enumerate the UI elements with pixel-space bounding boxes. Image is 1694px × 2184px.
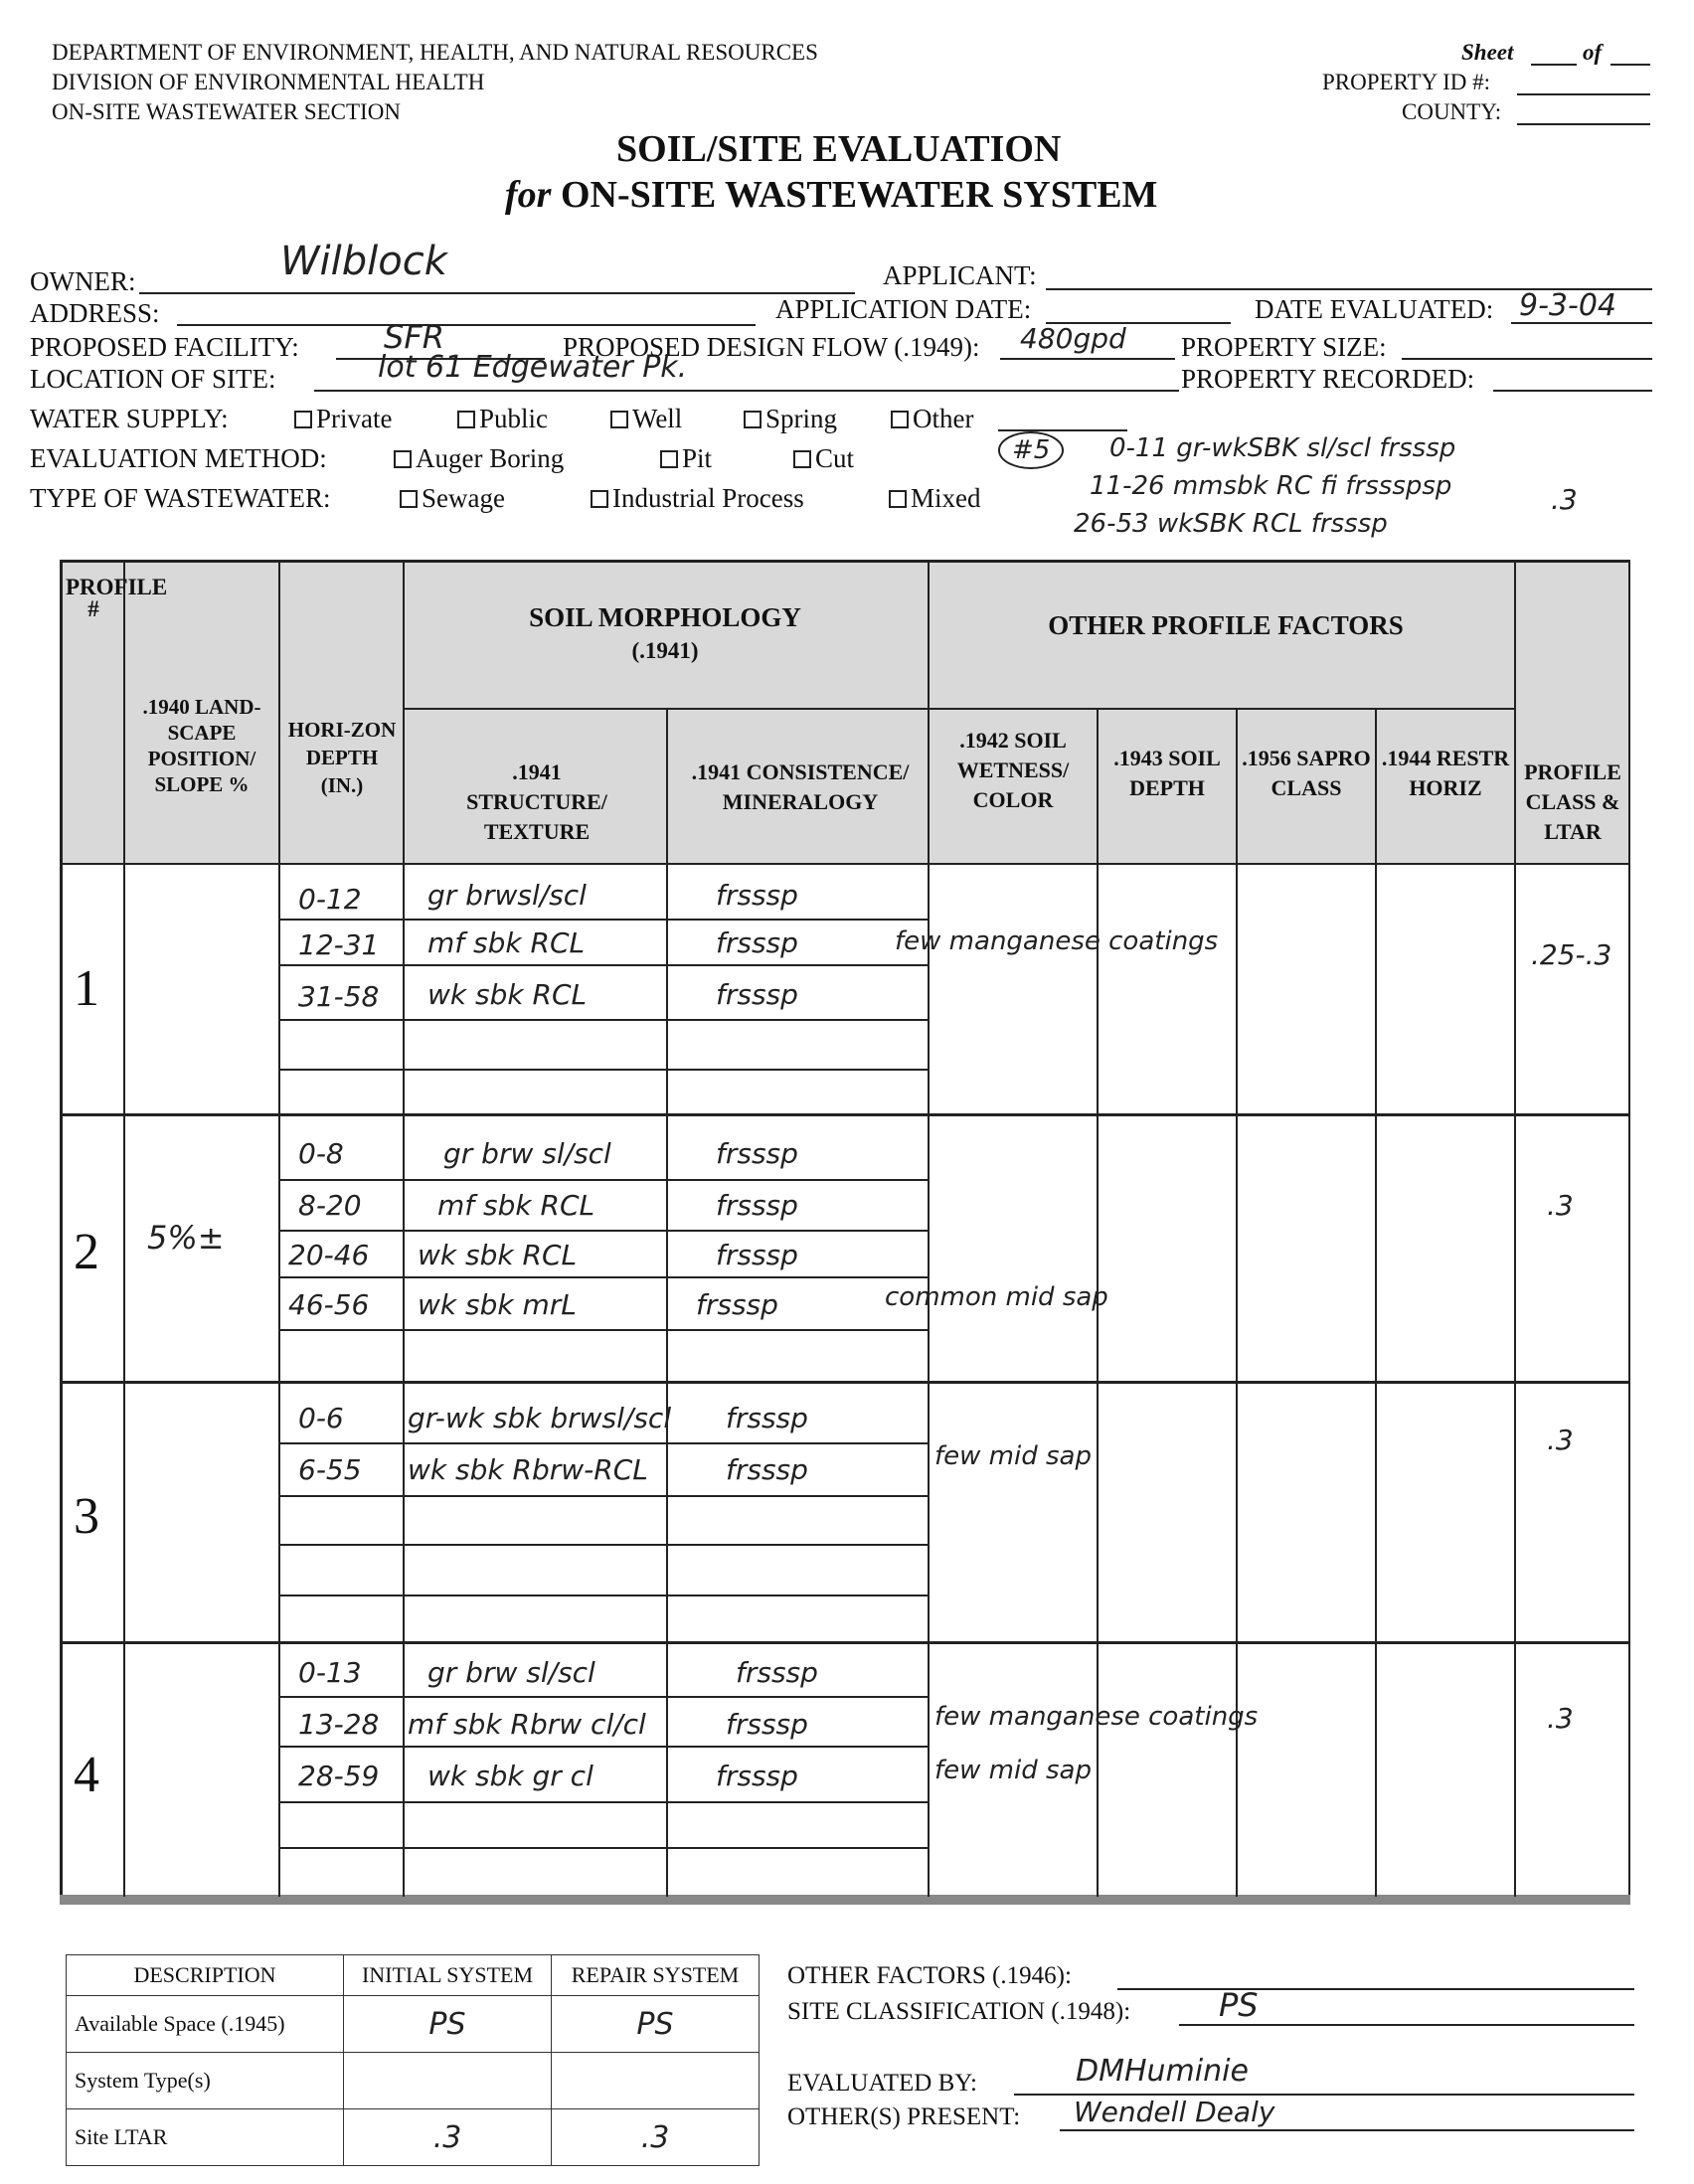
col-line-8 (1375, 708, 1377, 1897)
wastewater-type-label: TYPE OF WASTEWATER: (30, 483, 331, 513)
checkbox-icon (610, 411, 628, 428)
profile-number: 2 (74, 1224, 99, 1280)
sheet-number-field[interactable] (1531, 64, 1577, 66)
water-supply-private[interactable]: Private (294, 404, 392, 434)
repair-value[interactable] (552, 2053, 760, 2109)
water-supply-other[interactable]: Other (891, 404, 973, 434)
form-title: SOIL/SITE EVALUATION (616, 128, 1062, 170)
application-date-label: APPLICATION DATE: (775, 294, 1032, 324)
initial-value[interactable] (344, 2053, 552, 2109)
horizon-depth: 0-8 (298, 1137, 344, 1170)
property-recorded-field[interactable] (1493, 390, 1652, 392)
structure-header: .1941 STRUCTURE/ TEXTURE (466, 759, 607, 844)
row-line (278, 1801, 928, 1803)
other-header: OTHER PROFILE FACTORS (1048, 610, 1404, 640)
horizon-structure: wk sbk RCL (418, 1239, 578, 1271)
profile-separator-2 (60, 1381, 1630, 1384)
horizon-structure: mf sbk RCL (437, 1189, 595, 1222)
initial-value[interactable]: PS (344, 1996, 552, 2053)
location-value: lot 61 Edgewater Pk. (378, 350, 688, 385)
row-line (278, 1746, 928, 1748)
wastewater-sewage[interactable]: Sewage (400, 483, 505, 514)
col-line-1 (123, 560, 125, 1897)
checkbox-icon (591, 490, 608, 508)
date-evaluated-label: DATE EVALUATED: (1255, 294, 1494, 324)
location-label: LOCATION OF SITE: (30, 364, 276, 394)
row-label: Site LTAR (67, 2109, 344, 2166)
evaluated-by-signature: DMHuminie (1076, 2054, 1249, 2089)
depth-header: .1943 SOIL DEPTH (1113, 746, 1221, 800)
side-note-value: .3 (1551, 483, 1578, 516)
horizon-depth: 28-59 (298, 1760, 380, 1792)
agency-line-3: ON-SITE WASTEWATER SECTION (52, 99, 401, 124)
owner-label: OWNER: (30, 266, 136, 296)
property-size-label: PROPERTY SIZE: (1181, 332, 1387, 362)
horizon-consistence: frsssp (726, 1402, 808, 1434)
checkbox-icon (400, 490, 418, 508)
location-field[interactable] (314, 390, 1179, 392)
row-line (278, 1696, 928, 1698)
others-present-label: OTHER(S) PRESENT: (787, 2103, 1021, 2130)
profile-separator-1 (60, 1113, 1630, 1116)
header-bottom-line (60, 863, 1630, 865)
row-label: System Type(s) (67, 2053, 344, 2109)
of-label: of (1583, 40, 1603, 65)
checkbox-icon (891, 411, 909, 428)
checkbox-icon (793, 450, 811, 468)
table-bottom-border (60, 1895, 1630, 1905)
wastewater-industrial[interactable]: Industrial Process (591, 483, 804, 514)
checkbox-icon (660, 450, 678, 468)
horizon-depth: 0-12 (298, 883, 362, 916)
checkbox-icon (889, 490, 907, 508)
table-left-border (60, 560, 63, 1904)
row-line (278, 964, 928, 966)
checkbox-icon (294, 411, 312, 428)
morphology-sub: (.1941) (631, 638, 699, 663)
agency-line-1: DEPARTMENT OF ENVIRONMENT, HEALTH, AND NATURAL RESOURCES (52, 40, 818, 65)
row-line (278, 1442, 928, 1444)
side-note-circle: #5 (998, 431, 1064, 469)
row-line (278, 1179, 928, 1181)
horizon-consistence: frsssp (726, 1708, 808, 1741)
evaluation-method-label: EVALUATION METHOD: (30, 443, 327, 473)
sheet-total-field[interactable] (1610, 64, 1650, 66)
col-line-5 (928, 560, 930, 1897)
address-label: ADDRESS: (30, 298, 160, 328)
evaluation-auger-boring[interactable]: Auger Boring (394, 443, 564, 474)
horizon-structure: gr brw sl/scl (427, 1656, 595, 1689)
initial-header: INITIAL SYSTEM (344, 1955, 552, 1996)
sheet-label: Sheet (1461, 40, 1514, 65)
others-present-field[interactable] (1060, 2129, 1634, 2131)
horizon-consistence: frsssp (716, 926, 798, 959)
wetness-header: .1942 SOIL WETNESS/ COLOR (956, 728, 1070, 812)
design-flow-label: PROPOSED DESIGN FLOW (.1949): (563, 332, 980, 362)
repair-value[interactable]: .3 (552, 2109, 760, 2166)
side-note-line-3: 26-53 wkSBK RCL frsssp (1074, 509, 1388, 539)
wastewater-mixed[interactable]: Mixed (889, 483, 981, 514)
county-label: COUNTY: (1402, 99, 1502, 124)
other-factors-label: OTHER FACTORS (.1946): (787, 1962, 1072, 1989)
class-header: PROFILE CLASS & LTAR (1524, 759, 1621, 844)
profile-number: 3 (74, 1488, 99, 1545)
property-recorded-label: PROPERTY RECORDED: (1181, 364, 1475, 394)
horizon-depth: 0-6 (298, 1402, 344, 1434)
horizon-structure: wk sbk RCL (427, 978, 588, 1011)
proposed-facility-value: SFR (384, 318, 444, 356)
profile-header: PROFILE # (66, 575, 168, 621)
subtitle-text: ON-SITE WASTEWATER SYSTEM (560, 174, 1158, 216)
row-line (278, 1329, 928, 1331)
repair-value[interactable]: PS (552, 1996, 760, 2053)
col-line-9 (1514, 560, 1516, 1897)
other-factors-field[interactable] (1117, 1988, 1634, 1990)
horizon-consistence: frsssp (716, 978, 798, 1011)
header-mid-line (403, 708, 1514, 710)
water-supply-public[interactable]: Public (457, 404, 548, 434)
repair-header: REPAIR SYSTEM (552, 1955, 760, 1996)
owner-field[interactable] (139, 292, 855, 294)
horizon-consistence: frsssp (716, 879, 798, 912)
address-field[interactable] (177, 324, 756, 326)
system-table (66, 1954, 760, 2166)
horizon-structure: gr brw sl/scl (443, 1137, 611, 1170)
horizon-depth: 6-55 (298, 1453, 362, 1486)
row-line (278, 1019, 928, 1021)
applicant-label: APPLICANT: (883, 260, 1037, 290)
horizon-depth: 13-28 (298, 1708, 380, 1741)
evaluated-by-label: EVALUATED BY: (787, 2070, 977, 2097)
water-supply-well[interactable]: Well (610, 404, 682, 434)
subtitle-prefix: for (505, 174, 552, 216)
row-line (278, 1595, 928, 1596)
horizon-wetness: few manganese coatings (934, 1702, 1259, 1732)
water-supply-spring[interactable]: Spring (744, 404, 837, 434)
horizon-consistence: frsssp (726, 1453, 808, 1486)
checkbox-icon (744, 411, 762, 428)
water-supply-other-field[interactable] (998, 429, 1127, 431)
horizon-wetness: few manganese coatings (895, 926, 1219, 956)
property-id-label: PROPERTY ID #: (1322, 70, 1491, 94)
site-class-field[interactable] (1179, 2024, 1634, 2026)
horizon-structure: wk sbk gr cl (427, 1760, 593, 1792)
initial-value[interactable]: .3 (344, 2109, 552, 2166)
horizon-depth: 8-20 (298, 1189, 362, 1222)
restr-header: .1944 RESTR HORIZ (1381, 746, 1510, 800)
agency-line-2: DIVISION OF ENVIRONMENTAL HEALTH (52, 70, 485, 94)
profile-separator-3 (60, 1641, 1630, 1644)
morphology-header: SOIL MORPHOLOGY (529, 602, 801, 632)
desc-header: DESCRIPTION (67, 1955, 344, 1996)
property-size-field[interactable] (1402, 358, 1652, 360)
horizon-wetness: common mid sap (885, 1282, 1108, 1312)
horizon-consistence: frsssp (716, 1760, 798, 1792)
row-line (278, 1847, 928, 1849)
site-class-label: SITE CLASSIFICATION (.1948): (787, 1998, 1131, 2025)
profile-number: 1 (74, 960, 99, 1017)
horizon-structure: gr brwsl/scl (427, 879, 587, 912)
profile-ltar: .25-.3 (1531, 938, 1612, 971)
horizon-structure: gr-wk sbk brwsl/scl (408, 1402, 672, 1434)
table-top-border (60, 560, 1630, 563)
horizon-consistence: frsssp (696, 1288, 778, 1321)
table-right-border (1628, 560, 1630, 1904)
others-present-signature: Wendell Dealy (1074, 2096, 1275, 2128)
evaluation-pit[interactable]: Pit (660, 443, 712, 474)
form-subtitle (505, 173, 1157, 217)
row-line (278, 1069, 928, 1071)
horizon-structure: wk sbk Rbrw-RCL (408, 1453, 648, 1486)
horizon-consistence: frsssp (716, 1189, 798, 1222)
horizon-consistence: frsssp (716, 1137, 798, 1170)
county-field[interactable] (1517, 123, 1650, 125)
side-note-line-1: 0-11 gr-wkSBK sl/scl frsssp (1109, 433, 1456, 463)
profile-number: 4 (74, 1747, 99, 1803)
checkbox-icon (394, 450, 412, 468)
site-class-value: PS (1219, 1986, 1259, 2024)
horizon-consistence: frsssp (716, 1239, 798, 1271)
horizon-depth: 12-31 (298, 928, 380, 961)
row-line (278, 1276, 928, 1278)
side-note-line-2: 11-26 mmsbk RC fi frssspsp (1090, 471, 1452, 501)
property-id-field[interactable] (1517, 93, 1650, 95)
row-line (278, 1495, 928, 1497)
row-line (278, 1544, 928, 1546)
horizon-depth: 31-58 (298, 980, 380, 1013)
col-line-4 (666, 708, 668, 1897)
horizon-depth: 20-46 (288, 1239, 370, 1271)
date-evaluated-value: 9-3-04 (1519, 288, 1616, 323)
landscape-slope: 5%± (147, 1219, 225, 1257)
horizon-depth: 46-56 (288, 1288, 370, 1321)
design-flow-value: 480gpd (1020, 322, 1126, 355)
row-label: Available Space (.1945) (67, 1996, 344, 2053)
horizon-structure: wk sbk mrL (418, 1288, 577, 1321)
landscape-header: .1940 LAND-SCAPE POSITION/ SLOPE % (142, 695, 261, 796)
checkbox-icon (457, 411, 475, 428)
horizon-wetness: few mid sap (934, 1441, 1092, 1471)
consistence-header: .1941 CONSISTENCE/ MINERALOGY (691, 759, 910, 814)
profile-ltar: .3 (1547, 1189, 1574, 1222)
horizon-structure: mf sbk RCL (427, 926, 586, 959)
owner-value: Wilblock (280, 239, 447, 284)
profile-ltar: .3 (1547, 1424, 1574, 1456)
sapro-header: .1956 SAPRO CLASS (1242, 746, 1371, 800)
water-supply-label: WATER SUPPLY: (30, 404, 229, 433)
horizon-depth: 0-13 (298, 1656, 362, 1689)
row-line (278, 919, 928, 921)
horizon-structure: mf sbk Rbrw cl/cl (408, 1708, 646, 1741)
horizon-consistence: frsssp (736, 1656, 818, 1689)
row-line (278, 1230, 928, 1232)
profile-ltar: .3 (1547, 1702, 1574, 1735)
evaluation-cut[interactable]: Cut (793, 443, 854, 474)
horizon-wetness: few mid sap (934, 1756, 1092, 1785)
design-flow-field[interactable] (1000, 358, 1175, 360)
horizon-header: HORI-ZON DEPTH (IN.) (287, 718, 397, 797)
proposed-facility-label: PROPOSED FACILITY: (30, 332, 299, 362)
